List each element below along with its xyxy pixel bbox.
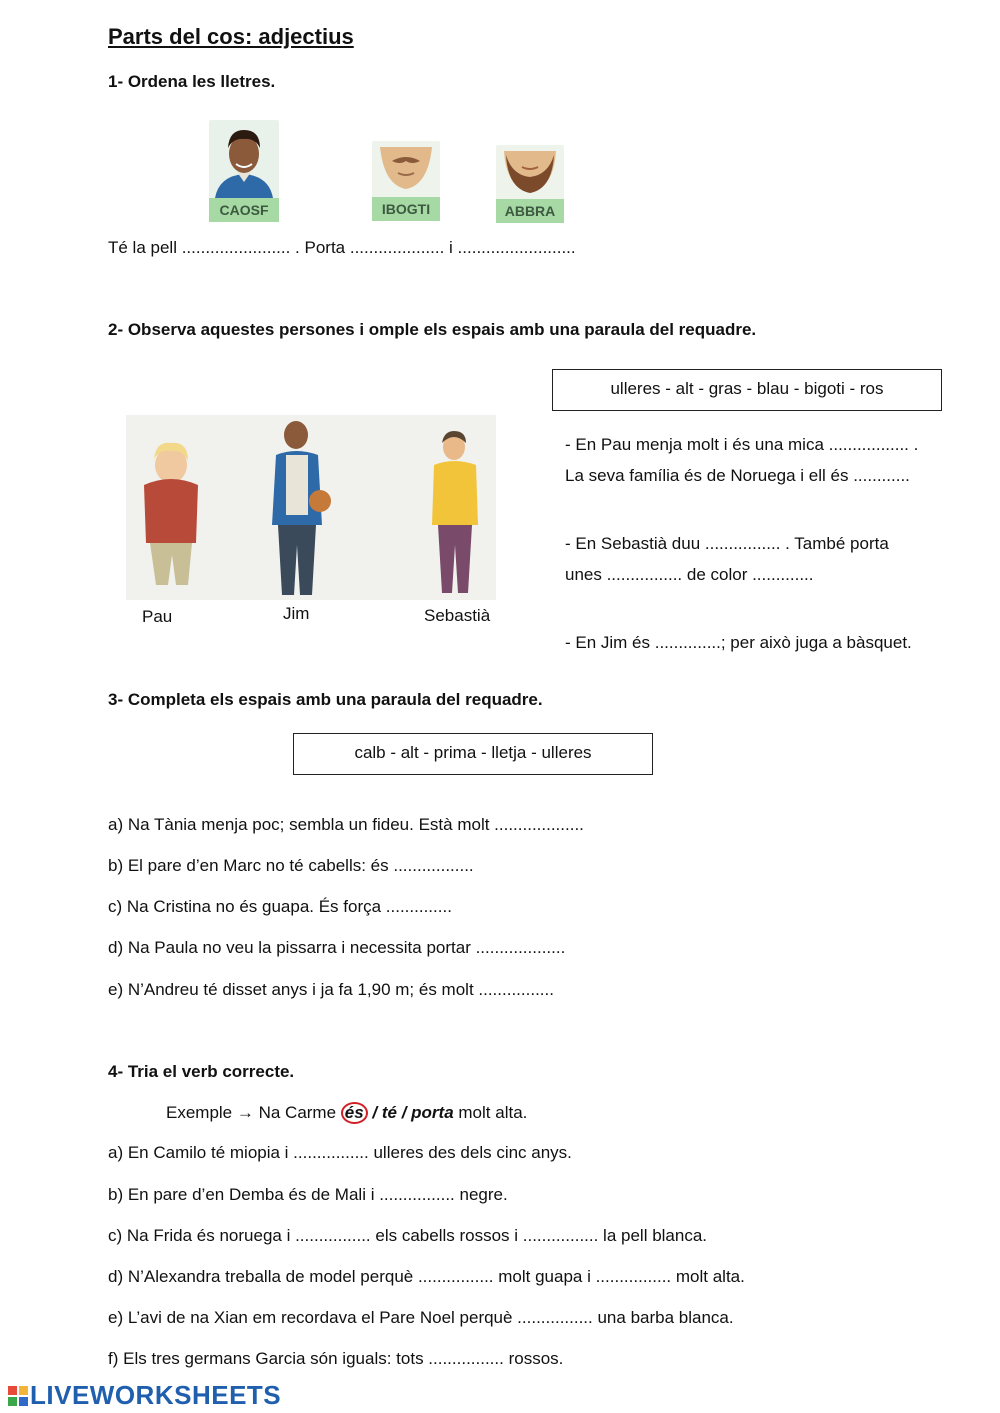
people-illustration xyxy=(126,415,496,600)
tile-mustache xyxy=(372,141,440,221)
ex4-item: c) Na Frida és noruega i ................ els cabells rossos i ................ la pell blanca. xyxy=(108,1226,708,1245)
circled-answer: és xyxy=(341,1102,368,1124)
ex3-heading: 3- Completa els espais amb una paraula del requadre. xyxy=(108,690,543,709)
people-icon xyxy=(126,415,496,600)
ex2-line: La seva família és de Noruega i ell és ............ xyxy=(565,466,910,485)
page-title: Parts del cos: adjectius xyxy=(108,24,354,49)
tile-label: ABBRA xyxy=(496,199,564,223)
ex2-heading: 2- Observa aquestes persones i omple els espais amb una paraula del requadre. xyxy=(108,320,757,339)
ex4-example xyxy=(166,1102,527,1124)
example-options: / té / porta xyxy=(367,1103,454,1122)
example-suffix: molt alta. xyxy=(453,1103,528,1122)
ex1-sentence: Té la pell ....................... . Porta .................... i ......................... xyxy=(108,238,576,257)
ex1-heading: 1- Ordena les lletres. xyxy=(108,72,276,91)
tile-label: CAOSF xyxy=(209,198,279,222)
ex4-item: d) N’Alexandra treballa de model perquè ................ molt guapa i ................ molt alta. xyxy=(108,1267,745,1286)
ex4-item: e) L’avi de na Xian em recordava el Pare Noel perquè ................ una barba blanca. xyxy=(108,1308,734,1327)
mustache-illustration-icon xyxy=(372,141,440,197)
ex2-line: - En Pau menja molt i és una mica ................. . xyxy=(565,435,919,454)
beard-illustration-icon xyxy=(496,145,564,199)
person-label-jim: Jim xyxy=(283,604,310,623)
ex4-item: f) Els tres germans Garcia són iguals: tots ................ rossos. xyxy=(108,1349,564,1368)
ex3-item: c) Na Cristina no és guapa. És força .............. xyxy=(108,897,452,916)
tile-face xyxy=(209,120,279,222)
ex4-item: a) En Camilo té miopia i ................ ulleres des dels cinc anys. xyxy=(108,1143,572,1162)
ex2-word-box: ulleres - alt - gras - blau - bigoti - ros xyxy=(552,369,942,411)
tile-beard xyxy=(496,145,564,223)
logo-blocks-icon xyxy=(8,1386,28,1406)
person-label-sebastia: Sebastià xyxy=(424,606,491,625)
ex2-line: - En Sebastià duu ................ . També porta xyxy=(565,534,889,553)
person-label-pau: Pau xyxy=(142,607,173,626)
ex4-heading: 4- Tria el verb correcte. xyxy=(108,1062,295,1081)
ex4-item: b) En pare d’en Demba és de Mali i ................ negre. xyxy=(108,1185,508,1204)
ex2-line: - En Jim és ..............; per això juga a bàsquet. xyxy=(565,633,912,652)
ex2-line: unes ................ de color ............. xyxy=(565,565,814,584)
ex3-word-box: calb - alt - prima - lletja - ulleres xyxy=(293,733,653,775)
ex3-item: d) Na Paula no veu la pissarra i necessita portar ................... xyxy=(108,938,566,957)
example-prefix: Exemple → Na Carme xyxy=(166,1103,341,1122)
logo-text: LIVEWORKSHEETS xyxy=(30,1380,282,1410)
ex3-item: b) El pare d’en Marc no té cabells: és ................. xyxy=(108,856,474,875)
ex3-item: e) N’Andreu té disset anys i ja fa 1,90 m; és molt ................ xyxy=(108,980,554,999)
ex3-item: a) Na Tània menja poc; sembla un fideu. Està molt ................... xyxy=(108,815,584,834)
liveworksheets-logo[interactable] xyxy=(8,1380,281,1411)
tile-label: IBOGTI xyxy=(372,197,440,221)
face-illustration-icon xyxy=(209,120,279,198)
